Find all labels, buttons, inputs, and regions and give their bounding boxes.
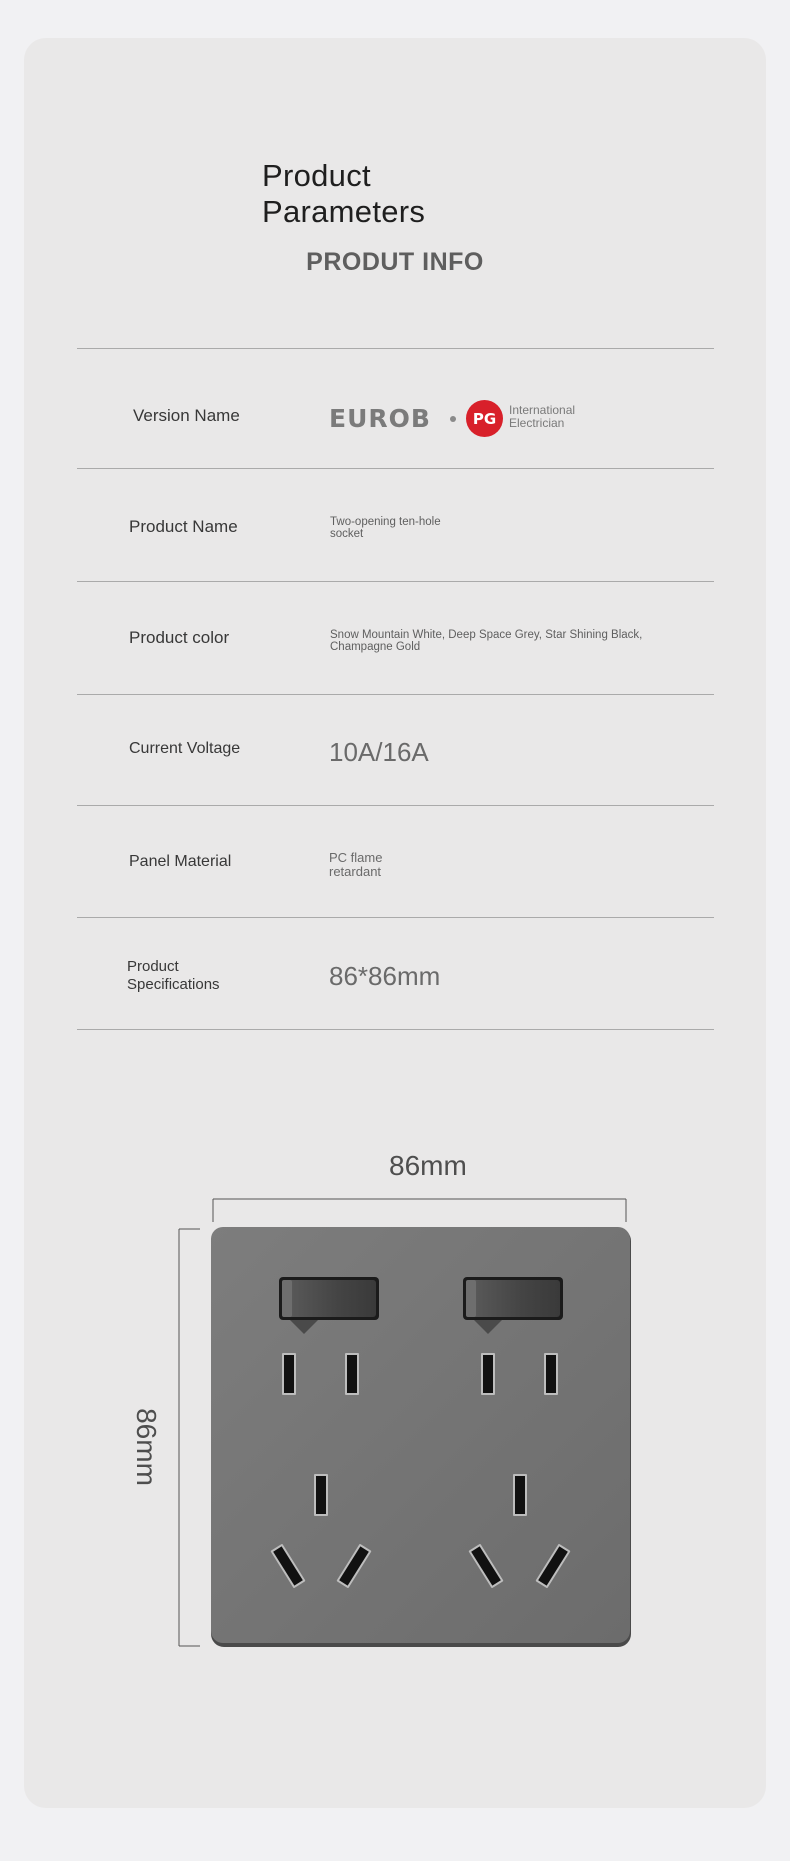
product-specifications-label-line-2: Specifications [127, 976, 220, 993]
title-line-1: Product [262, 158, 371, 193]
panel-material-label: Panel Material [129, 853, 232, 870]
product-name-value-line-1: Two-opening ten-hole [330, 516, 441, 528]
product-color-value-line-2: Champagne Gold [330, 641, 421, 653]
brand-logo-text: EUROB [329, 404, 431, 433]
width-dimension-label: 86mm [389, 1150, 467, 1181]
product-color-label: Product color [129, 628, 230, 647]
width-dimension-line [213, 1199, 626, 1222]
product-specifications-value: 86*86mm [329, 961, 441, 991]
product-specifications-label-line-1: Product [127, 958, 179, 975]
current-voltage-label: Current Voltage [129, 740, 241, 757]
height-dimension-label: 86mm [131, 1408, 162, 1486]
socket-plate [211, 1227, 631, 1647]
panel-material-value-line-1: PC flame [329, 850, 383, 865]
brand-subtitle-line-2: Electrician [509, 416, 565, 430]
product-name-value-line-2: socket [330, 528, 364, 540]
page-subtitle: PRODUT INFO [306, 248, 484, 276]
title-line-2: Parameters [262, 194, 426, 229]
current-voltage-value: 10A/16A [329, 737, 429, 767]
product-color-value-line-1: Snow Mountain White, Deep Space Grey, Star Shining Black, [330, 629, 643, 641]
brand-subtitle-line-1: International [509, 403, 576, 417]
height-dimension-line [179, 1229, 200, 1646]
panel-material-value-line-2: retardant [329, 864, 382, 879]
version-name-label: Version Name [133, 406, 240, 425]
badge-text: PG [472, 410, 497, 428]
product-name-label: Product Name [129, 517, 238, 536]
